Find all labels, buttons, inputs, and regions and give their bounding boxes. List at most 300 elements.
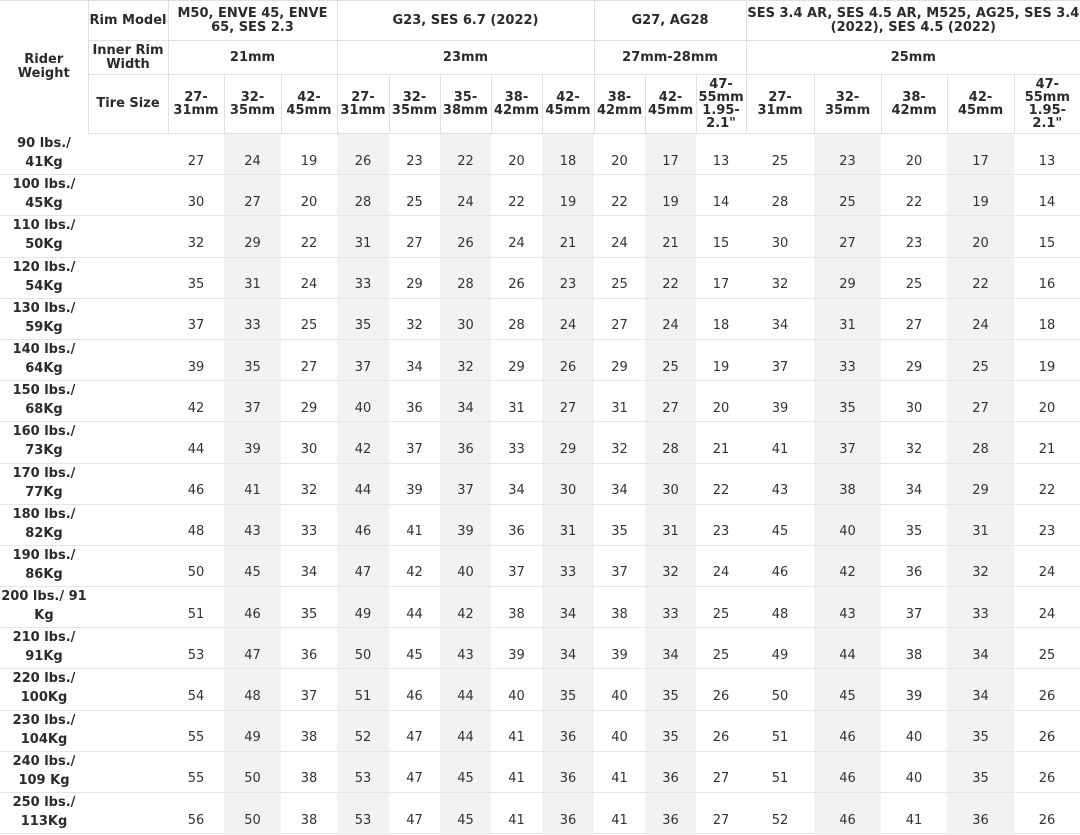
pressure-value-cell xyxy=(224,216,281,257)
pressure-value: 32 xyxy=(457,359,474,375)
pressure-value: 22 xyxy=(662,277,679,293)
rider-weight-value: 210 lbs./ 91Kg xyxy=(12,630,76,665)
pressure-value: 40 xyxy=(905,730,923,746)
pressure-value: 34 xyxy=(508,483,525,499)
pressure-value-cell xyxy=(881,710,947,751)
pressure-value-cell xyxy=(224,381,281,422)
pressure-value-cell xyxy=(947,298,1014,339)
pressure-value-cell xyxy=(389,504,440,545)
pressure-value-cell xyxy=(168,175,224,216)
pressure-value-cell xyxy=(645,710,696,751)
pressure-value: 41 xyxy=(771,441,789,457)
pressure-value-cell xyxy=(746,339,814,380)
pressure-value: 14 xyxy=(712,194,730,210)
pressure-value-cell xyxy=(491,504,542,545)
tire-size-g4-1: 27-31mm xyxy=(746,75,814,134)
rider-weight-cell xyxy=(0,504,88,545)
pressure-value: 35 xyxy=(662,730,679,746)
pressure-value: 27 xyxy=(187,153,205,169)
pressure-value-cell xyxy=(645,422,696,463)
pressure-value-cell xyxy=(440,298,491,339)
rider-weight-cell xyxy=(0,545,88,586)
pressure-value-cell xyxy=(1014,257,1080,298)
pressure-value-cell xyxy=(645,628,696,669)
pressure-value-cell xyxy=(881,463,947,504)
pressure-value-cell xyxy=(881,216,947,257)
pressure-value-cell xyxy=(881,298,947,339)
pressure-value: 23 xyxy=(712,524,730,540)
table-row xyxy=(0,298,1080,339)
pressure-value-cell xyxy=(881,669,947,710)
rider-weight-header-label: Rider Weight xyxy=(17,52,70,82)
pressure-value-cell xyxy=(491,587,542,628)
empty-label-cell xyxy=(88,175,168,216)
table-header xyxy=(0,1,1080,134)
empty-label-cell xyxy=(88,381,168,422)
pressure-value-cell xyxy=(1014,463,1080,504)
empty-label-cell xyxy=(88,628,168,669)
pressure-value: 15 xyxy=(1038,235,1056,251)
pressure-value: 16 xyxy=(1038,277,1056,293)
pressure-value-cell xyxy=(814,751,881,792)
pressure-value-cell xyxy=(542,339,594,380)
pressure-value-cell xyxy=(696,422,746,463)
pressure-value-cell xyxy=(337,628,389,669)
rider-weight-cell xyxy=(0,463,88,504)
pressure-value-cell xyxy=(389,298,440,339)
pressure-value-cell xyxy=(814,175,881,216)
pressure-value-cell xyxy=(696,793,746,834)
pressure-value-cell xyxy=(645,587,696,628)
pressure-value: 39 xyxy=(508,647,525,663)
pressure-value-cell xyxy=(947,463,1014,504)
rim-model-group-3: G27, AG28 xyxy=(594,1,746,41)
pressure-value: 55 xyxy=(187,771,205,787)
pressure-value: 45 xyxy=(839,689,856,705)
pressure-value: 44 xyxy=(457,730,474,746)
empty-label-cell xyxy=(88,257,168,298)
pressure-value: 26 xyxy=(1038,771,1056,787)
pressure-value-cell xyxy=(491,381,542,422)
pressure-value: 49 xyxy=(354,606,372,622)
pressure-value: 45 xyxy=(244,565,261,581)
pressure-value-cell xyxy=(1014,298,1080,339)
pressure-value: 31 xyxy=(611,400,628,416)
table-row xyxy=(0,710,1080,751)
pressure-value: 21 xyxy=(1038,441,1056,457)
pressure-value: 23 xyxy=(406,153,423,169)
pressure-value-cell xyxy=(542,793,594,834)
pressure-value: 28 xyxy=(771,194,789,210)
pressure-value: 46 xyxy=(187,483,205,499)
pressure-value: 36 xyxy=(457,441,474,457)
empty-label-cell xyxy=(88,710,168,751)
pressure-value-cell xyxy=(168,134,224,175)
pressure-value-cell xyxy=(440,710,491,751)
empty-label-cell xyxy=(88,751,168,792)
pressure-value: 19 xyxy=(972,194,989,210)
pressure-value-cell xyxy=(440,216,491,257)
pressure-value: 49 xyxy=(244,730,261,746)
pressure-value-cell xyxy=(389,751,440,792)
pressure-value-cell xyxy=(645,751,696,792)
pressure-value: 20 xyxy=(300,194,318,210)
inner-rim-width-header: Inner Rim Width xyxy=(88,41,168,75)
pressure-value-cell xyxy=(168,504,224,545)
pressure-value-cell xyxy=(542,381,594,422)
pressure-value: 15 xyxy=(712,235,730,251)
pressure-value-cell xyxy=(645,381,696,422)
pressure-value-cell xyxy=(1014,793,1080,834)
pressure-value-cell xyxy=(947,669,1014,710)
pressure-value-cell xyxy=(168,587,224,628)
pressure-value: 32 xyxy=(187,235,205,251)
pressure-value: 33 xyxy=(354,277,372,293)
pressure-value-cell xyxy=(746,793,814,834)
rider-weight-cell xyxy=(0,298,88,339)
pressure-value: 39 xyxy=(187,359,205,375)
pressure-value-cell xyxy=(1014,504,1080,545)
pressure-value-cell xyxy=(696,175,746,216)
tire-size-g2-5: 42-45mm xyxy=(542,75,594,134)
rider-weight-value: 250 lbs./ 113Kg xyxy=(12,795,76,829)
rider-weight-value: 180 lbs./ 82Kg xyxy=(12,506,76,541)
pressure-value: 46 xyxy=(839,812,856,828)
pressure-value: 34 xyxy=(457,400,474,416)
pressure-value-cell xyxy=(337,669,389,710)
pressure-value-cell xyxy=(746,710,814,751)
pressure-value: 46 xyxy=(354,524,372,540)
pressure-value-cell xyxy=(491,339,542,380)
pressure-value-cell xyxy=(746,216,814,257)
pressure-value: 37 xyxy=(244,400,261,416)
pressure-value-cell xyxy=(947,175,1014,216)
pressure-value-cell xyxy=(389,793,440,834)
pressure-value: 20 xyxy=(905,153,923,169)
pressure-value: 24 xyxy=(457,194,474,210)
pressure-value-cell xyxy=(746,751,814,792)
pressure-value: 32 xyxy=(771,277,789,293)
pressure-value-cell xyxy=(337,545,389,586)
pressure-value: 36 xyxy=(300,647,318,663)
pressure-value: 13 xyxy=(1038,153,1056,169)
pressure-value-cell xyxy=(389,422,440,463)
pressure-value: 25 xyxy=(1038,647,1056,663)
pressure-value: 25 xyxy=(662,359,679,375)
table-row xyxy=(0,587,1080,628)
pressure-value: 36 xyxy=(508,524,525,540)
pressure-value: 27 xyxy=(406,235,423,251)
pressure-value: 35 xyxy=(611,524,628,540)
rider-weight-value: 160 lbs./ 73Kg xyxy=(12,424,76,459)
pressure-value: 34 xyxy=(972,689,989,705)
rim-model-header-label: Rim Model xyxy=(89,12,167,28)
pressure-value-cell xyxy=(947,257,1014,298)
pressure-value: 24 xyxy=(972,318,989,334)
empty-label-cell xyxy=(88,134,168,175)
pressure-value-cell xyxy=(947,216,1014,257)
pressure-value-cell xyxy=(696,216,746,257)
pressure-value-cell xyxy=(168,298,224,339)
pressure-value-cell xyxy=(168,669,224,710)
pressure-value-cell xyxy=(746,422,814,463)
pressure-value: 27 xyxy=(244,194,261,210)
pressure-value: 22 xyxy=(611,194,628,210)
pressure-value: 37 xyxy=(300,689,318,705)
pressure-value: 28 xyxy=(662,441,679,457)
pressure-value-cell xyxy=(491,628,542,669)
pressure-value-cell xyxy=(746,175,814,216)
pressure-value: 20 xyxy=(712,400,730,416)
table-row xyxy=(0,793,1080,834)
pressure-value-cell xyxy=(594,216,645,257)
pressure-value-cell xyxy=(389,216,440,257)
pressure-value: 26 xyxy=(1038,689,1056,705)
pressure-value-cell xyxy=(337,216,389,257)
rider-weight-cell xyxy=(0,587,88,628)
pressure-value: 30 xyxy=(771,235,789,251)
pressure-value-cell xyxy=(168,545,224,586)
pressure-value: 22 xyxy=(1038,483,1056,499)
pressure-value: 26 xyxy=(1038,812,1056,828)
pressure-value: 22 xyxy=(300,235,318,251)
pressure-value-cell xyxy=(696,628,746,669)
rider-weight-cell xyxy=(0,134,88,175)
pressure-value: 26 xyxy=(559,359,577,375)
pressure-value-cell xyxy=(594,339,645,380)
pressure-value-cell xyxy=(594,545,645,586)
pressure-value-cell xyxy=(814,339,881,380)
rider-weight-value: 170 lbs./ 77Kg xyxy=(12,465,76,500)
pressure-value: 27 xyxy=(712,812,730,828)
empty-label-cell xyxy=(88,463,168,504)
pressure-value: 33 xyxy=(662,606,679,622)
pressure-value-cell xyxy=(947,710,1014,751)
pressure-value-cell xyxy=(1014,751,1080,792)
pressure-value-cell xyxy=(881,381,947,422)
pressure-value-cell xyxy=(491,422,542,463)
pressure-value: 24 xyxy=(1038,565,1056,581)
pressure-value: 29 xyxy=(406,277,423,293)
pressure-value-cell xyxy=(168,339,224,380)
pressure-value-cell xyxy=(224,793,281,834)
pressure-value: 35 xyxy=(972,730,989,746)
table-row xyxy=(0,257,1080,298)
pressure-value-cell xyxy=(542,669,594,710)
pressure-value: 50 xyxy=(187,565,205,581)
pressure-value: 22 xyxy=(712,483,730,499)
pressure-value-cell xyxy=(440,669,491,710)
pressure-value-cell xyxy=(491,216,542,257)
pressure-value: 21 xyxy=(559,235,577,251)
pressure-value-cell xyxy=(224,422,281,463)
pressure-value-cell xyxy=(224,134,281,175)
pressure-value: 53 xyxy=(187,647,205,663)
pressure-value-cell xyxy=(281,710,337,751)
table-row xyxy=(0,751,1080,792)
pressure-value-cell xyxy=(389,257,440,298)
pressure-value: 17 xyxy=(662,153,679,169)
pressure-value: 50 xyxy=(244,771,261,787)
tire-size-g2-4: 38-42mm xyxy=(491,75,542,134)
tire-size-g1-2: 32-35mm xyxy=(224,75,281,134)
pressure-value: 44 xyxy=(839,647,856,663)
pressure-value: 28 xyxy=(354,194,372,210)
pressure-value: 50 xyxy=(771,689,789,705)
pressure-value: 53 xyxy=(354,812,372,828)
pressure-value: 36 xyxy=(559,771,577,787)
pressure-value: 36 xyxy=(406,400,423,416)
pressure-value-cell xyxy=(224,587,281,628)
pressure-value: 33 xyxy=(559,565,577,581)
pressure-value: 29 xyxy=(972,483,989,499)
pressure-value: 37 xyxy=(905,606,923,622)
empty-label-cell xyxy=(88,587,168,628)
pressure-value: 31 xyxy=(972,524,989,540)
empty-label-cell xyxy=(88,216,168,257)
rider-weight-cell xyxy=(0,216,88,257)
pressure-value: 42 xyxy=(457,606,474,622)
pressure-value-cell xyxy=(337,422,389,463)
pressure-value-cell xyxy=(947,422,1014,463)
pressure-value-cell xyxy=(224,463,281,504)
pressure-value: 24 xyxy=(559,318,577,334)
pressure-value-cell xyxy=(440,504,491,545)
pressure-value-cell xyxy=(491,710,542,751)
tire-size-g3-2: 42-45mm xyxy=(645,75,696,134)
pressure-value-cell xyxy=(1014,628,1080,669)
pressure-value: 38 xyxy=(300,771,318,787)
pressure-value-cell xyxy=(389,339,440,380)
rider-weight-header xyxy=(0,1,88,134)
rider-weight-value: 90 lbs./ 41Kg xyxy=(17,135,71,170)
pressure-value: 42 xyxy=(187,400,205,416)
pressure-value-cell xyxy=(814,628,881,669)
pressure-value: 41 xyxy=(508,771,525,787)
pressure-value: 45 xyxy=(457,771,474,787)
pressure-value-cell xyxy=(542,134,594,175)
tire-size-g2-2: 32-35mm xyxy=(389,75,440,134)
inner-width-group-4: 25mm xyxy=(746,41,1080,75)
pressure-value-cell xyxy=(168,793,224,834)
pressure-value-cell xyxy=(645,504,696,545)
pressure-value-cell xyxy=(389,628,440,669)
pressure-value: 33 xyxy=(244,318,261,334)
pressure-value: 41 xyxy=(611,771,628,787)
pressure-value-cell xyxy=(224,504,281,545)
rider-weight-cell xyxy=(0,257,88,298)
pressure-value-cell xyxy=(594,793,645,834)
pressure-value-cell xyxy=(440,587,491,628)
tire-size-g2-1: 27-31mm xyxy=(337,75,389,134)
pressure-value: 34 xyxy=(559,606,577,622)
pressure-value: 35 xyxy=(354,318,372,334)
pressure-value: 51 xyxy=(771,730,789,746)
pressure-value: 17 xyxy=(712,277,730,293)
pressure-value-cell xyxy=(645,463,696,504)
table-body xyxy=(0,134,1080,834)
pressure-value-cell xyxy=(337,710,389,751)
pressure-value: 29 xyxy=(559,441,577,457)
pressure-value-cell xyxy=(440,381,491,422)
pressure-value: 43 xyxy=(771,483,789,499)
pressure-value: 39 xyxy=(771,400,789,416)
pressure-value-cell xyxy=(594,175,645,216)
pressure-value: 49 xyxy=(771,647,789,663)
pressure-value-cell xyxy=(696,339,746,380)
pressure-value: 40 xyxy=(354,400,372,416)
pressure-value: 27 xyxy=(972,400,989,416)
pressure-value: 41 xyxy=(611,812,628,828)
rider-weight-value: 230 lbs./ 104Kg xyxy=(12,712,76,747)
pressure-value: 21 xyxy=(662,235,679,251)
pressure-value-cell xyxy=(594,587,645,628)
pressure-value: 31 xyxy=(244,277,261,293)
pressure-value: 20 xyxy=(1038,400,1056,416)
pressure-value-cell xyxy=(281,751,337,792)
pressure-value: 52 xyxy=(771,812,789,828)
pressure-value-cell xyxy=(881,175,947,216)
pressure-value: 26 xyxy=(1038,730,1056,746)
pressure-value-cell xyxy=(389,710,440,751)
rider-weight-value: 120 lbs./ 54Kg xyxy=(12,259,76,294)
pressure-value-cell xyxy=(881,339,947,380)
pressure-value-cell xyxy=(337,504,389,545)
tire-size-header: Tire Size xyxy=(88,75,168,134)
pressure-value-cell xyxy=(1014,545,1080,586)
pressure-value-cell xyxy=(281,175,337,216)
pressure-value-cell xyxy=(491,463,542,504)
pressure-value-cell xyxy=(389,587,440,628)
pressure-value-cell xyxy=(224,298,281,339)
pressure-value-cell xyxy=(746,628,814,669)
pressure-value-cell xyxy=(281,587,337,628)
pressure-value: 34 xyxy=(611,483,628,499)
pressure-value-cell xyxy=(746,545,814,586)
pressure-value-cell xyxy=(542,751,594,792)
pressure-value-cell xyxy=(337,175,389,216)
rider-weight-value: 130 lbs./ 59Kg xyxy=(12,300,76,335)
pressure-value: 47 xyxy=(406,771,423,787)
pressure-value-cell xyxy=(881,422,947,463)
pressure-value: 51 xyxy=(771,771,789,787)
pressure-value: 29 xyxy=(839,277,856,293)
rider-weight-cell xyxy=(0,422,88,463)
pressure-value: 34 xyxy=(771,318,789,334)
pressure-value: 23 xyxy=(839,153,856,169)
pressure-value-cell xyxy=(645,216,696,257)
pressure-value: 19 xyxy=(712,359,730,375)
pressure-value-cell xyxy=(281,504,337,545)
rider-weight-value: 200 lbs./ 91 Kg xyxy=(1,589,87,624)
pressure-value: 46 xyxy=(406,689,423,705)
pressure-value-cell xyxy=(491,257,542,298)
pressure-value: 30 xyxy=(559,483,577,499)
pressure-value-cell xyxy=(224,710,281,751)
pressure-value: 27 xyxy=(611,318,628,334)
rim-model-group-1: M50, ENVE 45, ENVE 65, SES 2.3 xyxy=(168,1,337,41)
pressure-value-cell xyxy=(746,381,814,422)
pressure-value-cell xyxy=(881,134,947,175)
pressure-value: 40 xyxy=(905,771,923,787)
tire-size-g4-3: 38-42mm xyxy=(881,75,947,134)
pressure-value-cell xyxy=(814,793,881,834)
pressure-value: 28 xyxy=(972,441,989,457)
pressure-value: 26 xyxy=(457,235,474,251)
pressure-value: 41 xyxy=(905,812,923,828)
pressure-value: 44 xyxy=(406,606,423,622)
rim-model-group-4: SES 3.4 AR, SES 4.5 AR, M525, AG25, SES 3.4 (2022), SES 4.5 (2022) xyxy=(746,1,1080,41)
